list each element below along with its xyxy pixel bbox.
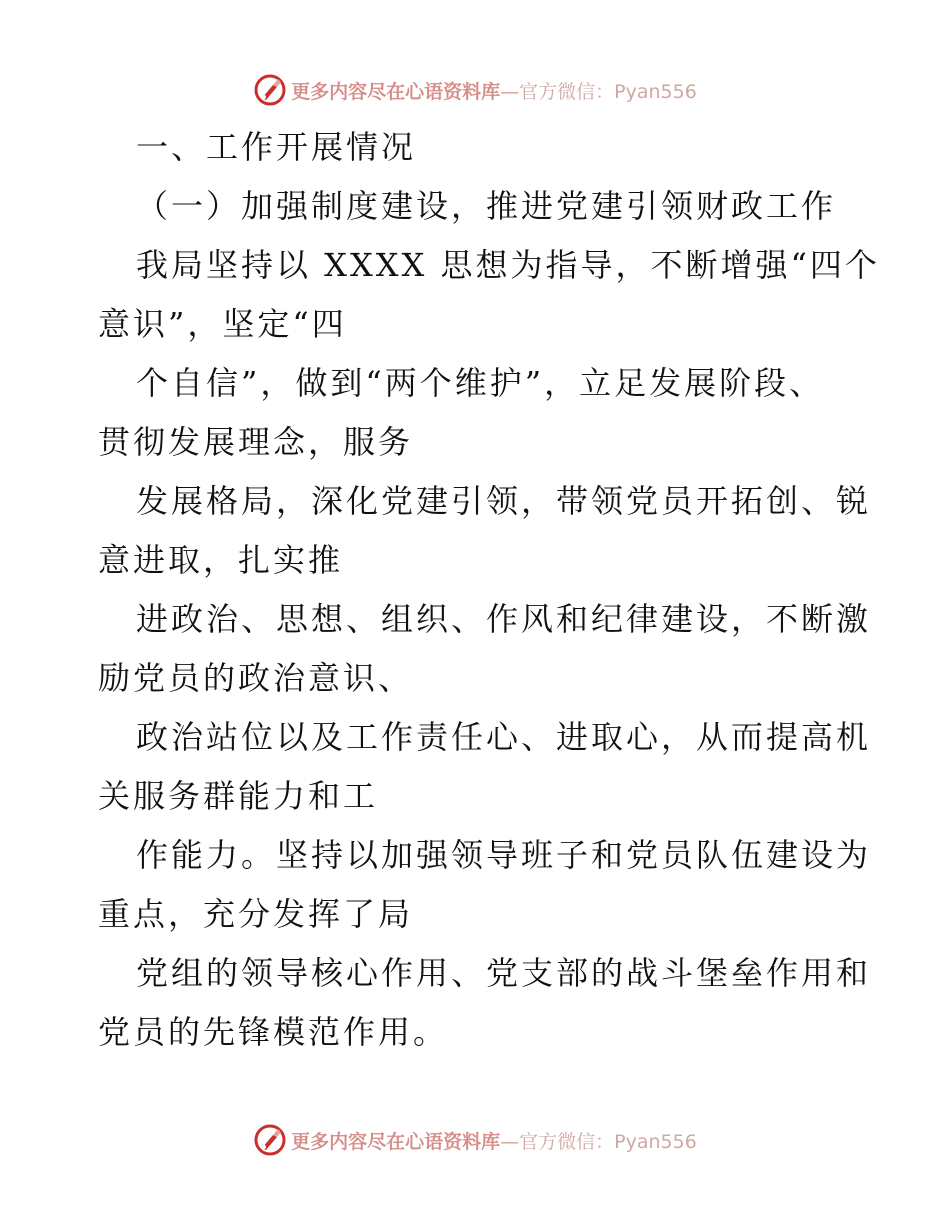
text-line: 党员的先锋模范作用。 (98, 1013, 449, 1051)
text-line: （一）加强制度建设，推进党建引领财政工作 (136, 187, 837, 225)
text-line: 发展格局，深化党建引领，带领党员开拓创、锐 (136, 482, 872, 520)
watermark-dash: — (500, 80, 520, 103)
pen-logo-icon (253, 1123, 287, 1157)
body-text (98, 118, 880, 1062)
text-line: 作能力。坚持以加强领导班子和党员队伍建设为 (136, 836, 872, 874)
wechat-id: 官方微信：Pyan556 (519, 80, 697, 103)
text-line: 关服务群能力和工 (98, 777, 379, 815)
text-line: 一、工作开展情况 (136, 128, 417, 166)
text-line: 贯彻发展理念，服务 (98, 423, 414, 461)
watermark-text (291, 1127, 697, 1154)
text-line: 意进取，扎实推 (98, 541, 344, 579)
library-name: 更多内容尽在心语资料库 (291, 1130, 501, 1153)
pen-logo-icon (253, 73, 287, 107)
watermark-text (291, 77, 697, 104)
text-line: 我局坚持以 XXXX 思想为指导，不断增强“四个 (136, 246, 880, 284)
text-line: 励党员的政治意识、 (98, 659, 414, 697)
text-line: 进政治、思想、组织、作风和纪律建设，不断激 (136, 600, 872, 638)
footer-watermark (0, 1122, 950, 1158)
text-line: 党组的领导核心作用、党支部的战斗堡垒作用和 (136, 954, 872, 992)
watermark-dash: — (500, 1130, 520, 1153)
text-line: 重点，充分发挥了局 (98, 895, 414, 933)
wechat-id: 官方微信：Pyan556 (519, 1130, 697, 1153)
text-line: 个自信”，做到“两个维护”，立足发展阶段、 (136, 364, 825, 402)
library-name: 更多内容尽在心语资料库 (291, 80, 501, 103)
text-line: 意识”，坚定“四 (98, 305, 347, 343)
text-line: 政治站位以及工作责任心、进取心，从而提高机 (136, 718, 872, 756)
header-watermark (0, 72, 950, 108)
